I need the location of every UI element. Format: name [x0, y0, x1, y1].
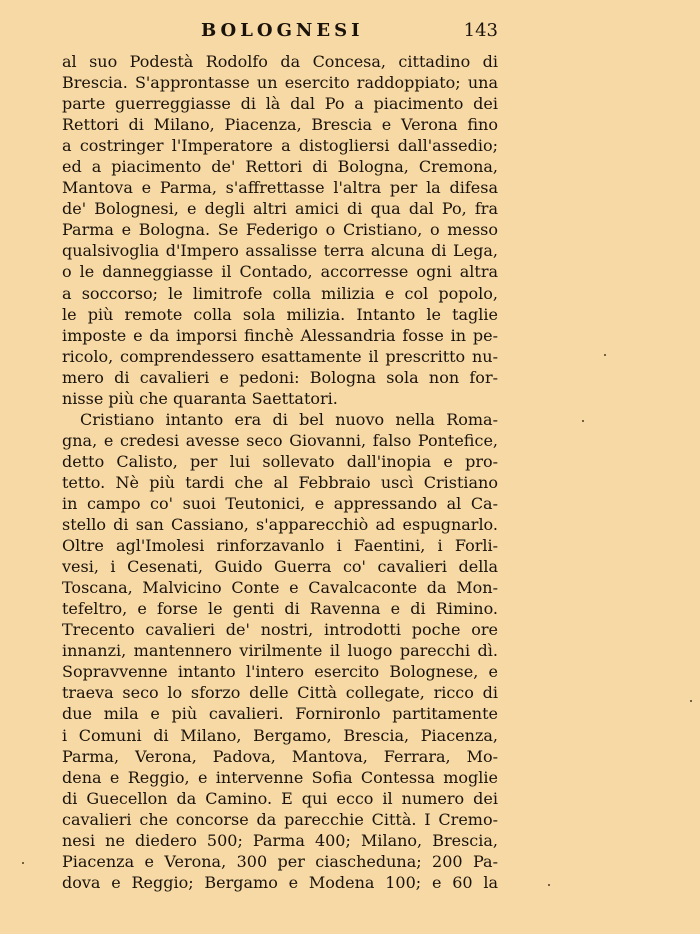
text-line: Parma e Bologna. Se Federigo o Cristiano, o messo	[62, 220, 498, 240]
text-line: al suo Podestà Rodolfo da Concesa, cittadino di	[62, 52, 498, 71]
text-line: Trecento cavalieri de' nostri, introdotti poche ore	[62, 620, 498, 640]
text-line: o le danneggiasse il Contado, accorresse ogni altra	[62, 262, 498, 282]
text-line: de' Bolognesi, e degli altri amici di qua dal Po, fra	[62, 199, 498, 219]
text-line: Toscana, Malvicino Conte e Cavalcaconte da Mon-	[62, 578, 498, 598]
text-line: a soccorso; le limitrofe colla milizia e col popolo,	[62, 283, 498, 303]
paper-speck	[690, 700, 692, 702]
text-line: nisse più che quaranta Saettatori.	[62, 388, 338, 408]
text-line: vesi, i Cesenati, Guido Guerra co' cavalieri della	[62, 557, 498, 577]
text-line: Parma, Verona, Padova, Mantova, Ferrara, Mo-	[62, 746, 498, 766]
text-line: a costringer l'Imperatore a distogliersi dall'assedio;	[62, 136, 498, 156]
text-line: detto Calisto, per lui sollevato dall'inopia e pro-	[62, 451, 498, 471]
text-line: Mantova e Parma, s'affrettasse l'altra per la difesa	[62, 178, 498, 198]
text-line: Cristiano intanto era di bel nuovo nella Roma-	[80, 409, 498, 429]
text-line: due mila e più cavalieri. Fornironlo partitamente	[62, 704, 498, 724]
text-line: mero di cavalieri e pedoni: Bologna sola non for-	[62, 367, 498, 387]
text-line: dena e Reggio, e intervenne Sofia Contessa moglie	[62, 767, 498, 787]
text-line: dova e Reggio; Bergamo e Modena 100; e 60 la	[62, 872, 498, 892]
text-line: innanzi, mantennero virilmente il luogo parecchi dì.	[62, 641, 498, 661]
text-line: Brescia. S'approntasse un esercito raddoppiato; una	[62, 73, 498, 93]
body-text	[62, 51, 498, 893]
text-line: le più remote colla sola milizia. Intanto le taglie	[62, 304, 498, 324]
text-line: stello di san Cassiano, s'apparecchiò ad espugnarlo.	[62, 515, 498, 535]
text-line: Oltre agl'Imolesi rinforzavanlo i Faentini, i Forli-	[62, 536, 498, 556]
text-line: i Comuni di Milano, Bergamo, Brescia, Piacenza,	[62, 725, 498, 745]
text-line: tefeltro, e forse le genti di Ravenna e di Rimino.	[62, 599, 498, 619]
text-line: tetto. Nè più tardi che al Febbraio uscì Cristiano	[62, 472, 498, 492]
text-line: nesi ne diedero 500; Parma 400; Milano, Brescia,	[62, 830, 498, 850]
paper-speck	[582, 420, 584, 422]
running-head: BOLOGNESI	[201, 20, 364, 41]
page-header	[62, 20, 498, 46]
text-line: Rettori di Milano, Piacenza, Brescia e Verona fino	[62, 115, 498, 135]
paper-speck	[22, 862, 24, 864]
text-line: Piacenza e Verona, 300 per ciascheduna; 200 Pa-	[62, 851, 498, 871]
text-line: Sopravvenne intanto l'intero esercito Bolognese, e	[62, 662, 498, 682]
text-line: di Guecellon da Camino. E qui ecco il numero dei	[62, 788, 498, 808]
text-line: gna, e credesi avesse seco Giovanni, falso Pontefice,	[62, 430, 498, 450]
paper-speck	[548, 884, 550, 886]
text-line: qualsivoglia d'Impero assalisse terra alcuna di Lega,	[62, 241, 498, 261]
text-line: ed a piacimento de' Rettori di Bologna, Cremona,	[62, 157, 498, 177]
text-line: ricolo, comprendessero esattamente il prescritto nu-	[62, 346, 498, 366]
paper-speck	[604, 354, 606, 356]
text-line: parte guerreggiasse di là dal Po a piacimento dei	[62, 94, 498, 114]
text-line: traeva seco lo sforzo delle Città collegate, ricco di	[62, 683, 498, 703]
page-number: 143	[463, 20, 498, 41]
text-line: cavalieri che concorse da parecchie Città. I Cremo-	[62, 809, 498, 829]
text-line: in campo co' suoi Teutonici, e appressando al Ca-	[62, 493, 498, 513]
text-line: imposte e da imporsi finchè Alessandria fosse in pe-	[62, 325, 498, 345]
